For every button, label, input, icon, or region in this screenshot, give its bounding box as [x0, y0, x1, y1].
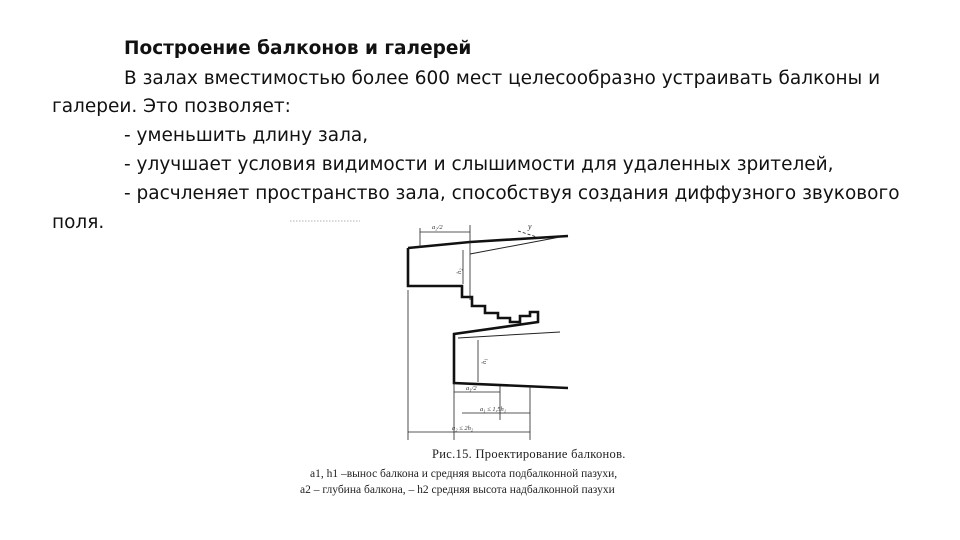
slide-heading: Построение балконов и галерей	[124, 38, 472, 59]
dim-label-bottom-3: a₂ ≤ 2h₂	[452, 425, 474, 432]
dim-label-top: a₂/2	[432, 224, 443, 231]
dim-label-bottom-2: a₁ ≤ 1,5h₁	[480, 406, 506, 413]
figure-caption-line-1: а1, h1 –вынос балкона и средняя высота подбалконной пазухи,	[310, 468, 618, 480]
paragraph-line-6: поля.	[52, 212, 105, 233]
lower-sight-line	[458, 332, 560, 338]
paragraph-line-2: галереи. Это позволяет:	[52, 96, 291, 117]
figure-caption-title: Рис.15. Проектирование балконов.	[432, 447, 626, 461]
balcony-profile	[408, 248, 568, 388]
figure-caption-line-2: а2 – глубина балкона, – h2 средняя высота надбалконной пазухи	[300, 484, 615, 496]
dim-label-bottom-1: a₁/2	[466, 385, 477, 392]
balcony-outline	[408, 236, 568, 388]
bullet-visibility: - улучшает условия видимости и слышимости для удаленных зрителей,	[124, 154, 834, 175]
ray-mark: y	[528, 222, 532, 231]
dim-label-h1: h₁	[481, 358, 488, 364]
dim-label-h2: h₂	[456, 268, 463, 274]
ceiling-line	[408, 236, 568, 248]
bullet-diffuse-sound: - расчленяет пространство зала, способствуя создания диффузного звукового	[124, 183, 900, 204]
paragraph-line-1: В залах вместимостью более 600 мест целесообразно устраивать балконы и	[124, 68, 881, 89]
bullet-reduce-length: - уменьшить длину зала,	[124, 125, 369, 146]
